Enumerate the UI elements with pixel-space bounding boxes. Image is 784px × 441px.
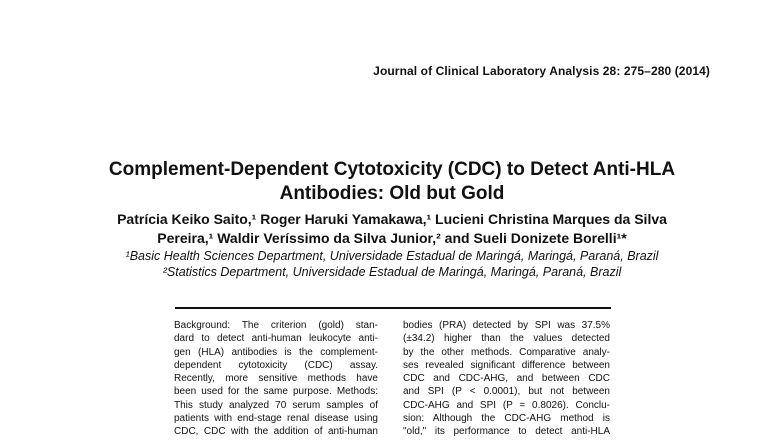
abstract-line: patients with end-stage renal disease using xyxy=(174,413,378,425)
abstract-right-column xyxy=(403,319,610,439)
abstract-line: by the other methods. Comparative analy- xyxy=(403,346,610,358)
abstract-line: and SPI (P < 0.0001), but not between xyxy=(403,386,610,398)
affiliations xyxy=(0,248,784,280)
abstract-line: sion: Although the CDC-AHG method is xyxy=(403,413,610,425)
abstract-line: CDC and CDC-AHG, and between CDC xyxy=(403,373,610,385)
abstract-line: bodies (PRA) detected by SPI was 37.5% xyxy=(403,320,610,331)
abstract-top-rule xyxy=(175,307,611,309)
abstract-line: gen (HLA) antibodies is the complement- xyxy=(174,346,378,358)
title-line-1: Complement-Dependent Cytotoxicity (CDC) to Detect Anti-HLA xyxy=(108,159,676,180)
journal-citation: Journal of Clinical Laboratory Analysis 28: 275–280 (2014) xyxy=(373,64,710,78)
abstract-line: CDC, CDC with the addition of anti-human xyxy=(174,426,378,438)
abstract-line: Recently, more sensitive methods have xyxy=(174,373,378,385)
abstract-line: CDC-AHG and SPI (P = 0.8026). Conclu- xyxy=(403,399,610,411)
abstract-line: been used for the same purpose. Methods: xyxy=(174,386,378,398)
abstract-line: "old," its performance to detect anti-HLA xyxy=(403,426,610,438)
abstract-left-column xyxy=(174,319,378,439)
abstract-line: This study analyzed 70 serum samples of xyxy=(174,399,378,411)
affiliation-2: ²Statistics Department, Universidade Estadual de Maringá, Maringá, Paraná, Brazil xyxy=(162,265,622,279)
abstract-line: ses revealed significant difference between xyxy=(403,359,610,371)
abstract-line: dependent cytotoxicity (CDC) assay. xyxy=(174,359,378,371)
authors-line-1: Patrícia Keiko Saito,¹ Roger Haruki Yamakawa,¹ Lucieni Christina Marques da Silva xyxy=(117,211,667,227)
abstract-line: dard to detect anti-human leukocyte anti- xyxy=(174,333,378,345)
authors-line-2: Pereira,¹ Waldir Veríssimo da Silva Junior,² and Sueli Donizete Borelli¹* xyxy=(157,230,627,246)
affiliation-1: ¹Basic Health Sciences Department, Universidade Estadual de Maringá, Maringá, Paraná, Brazil xyxy=(125,249,659,263)
author-list xyxy=(0,210,784,248)
abstract-line: Background: The criterion (gold) stan- xyxy=(174,320,378,331)
abstract-line: (±34.2) higher than the values detected xyxy=(403,333,610,345)
title-line-2: Antibodies: Old but Gold xyxy=(279,183,505,204)
paper-title xyxy=(0,158,784,206)
